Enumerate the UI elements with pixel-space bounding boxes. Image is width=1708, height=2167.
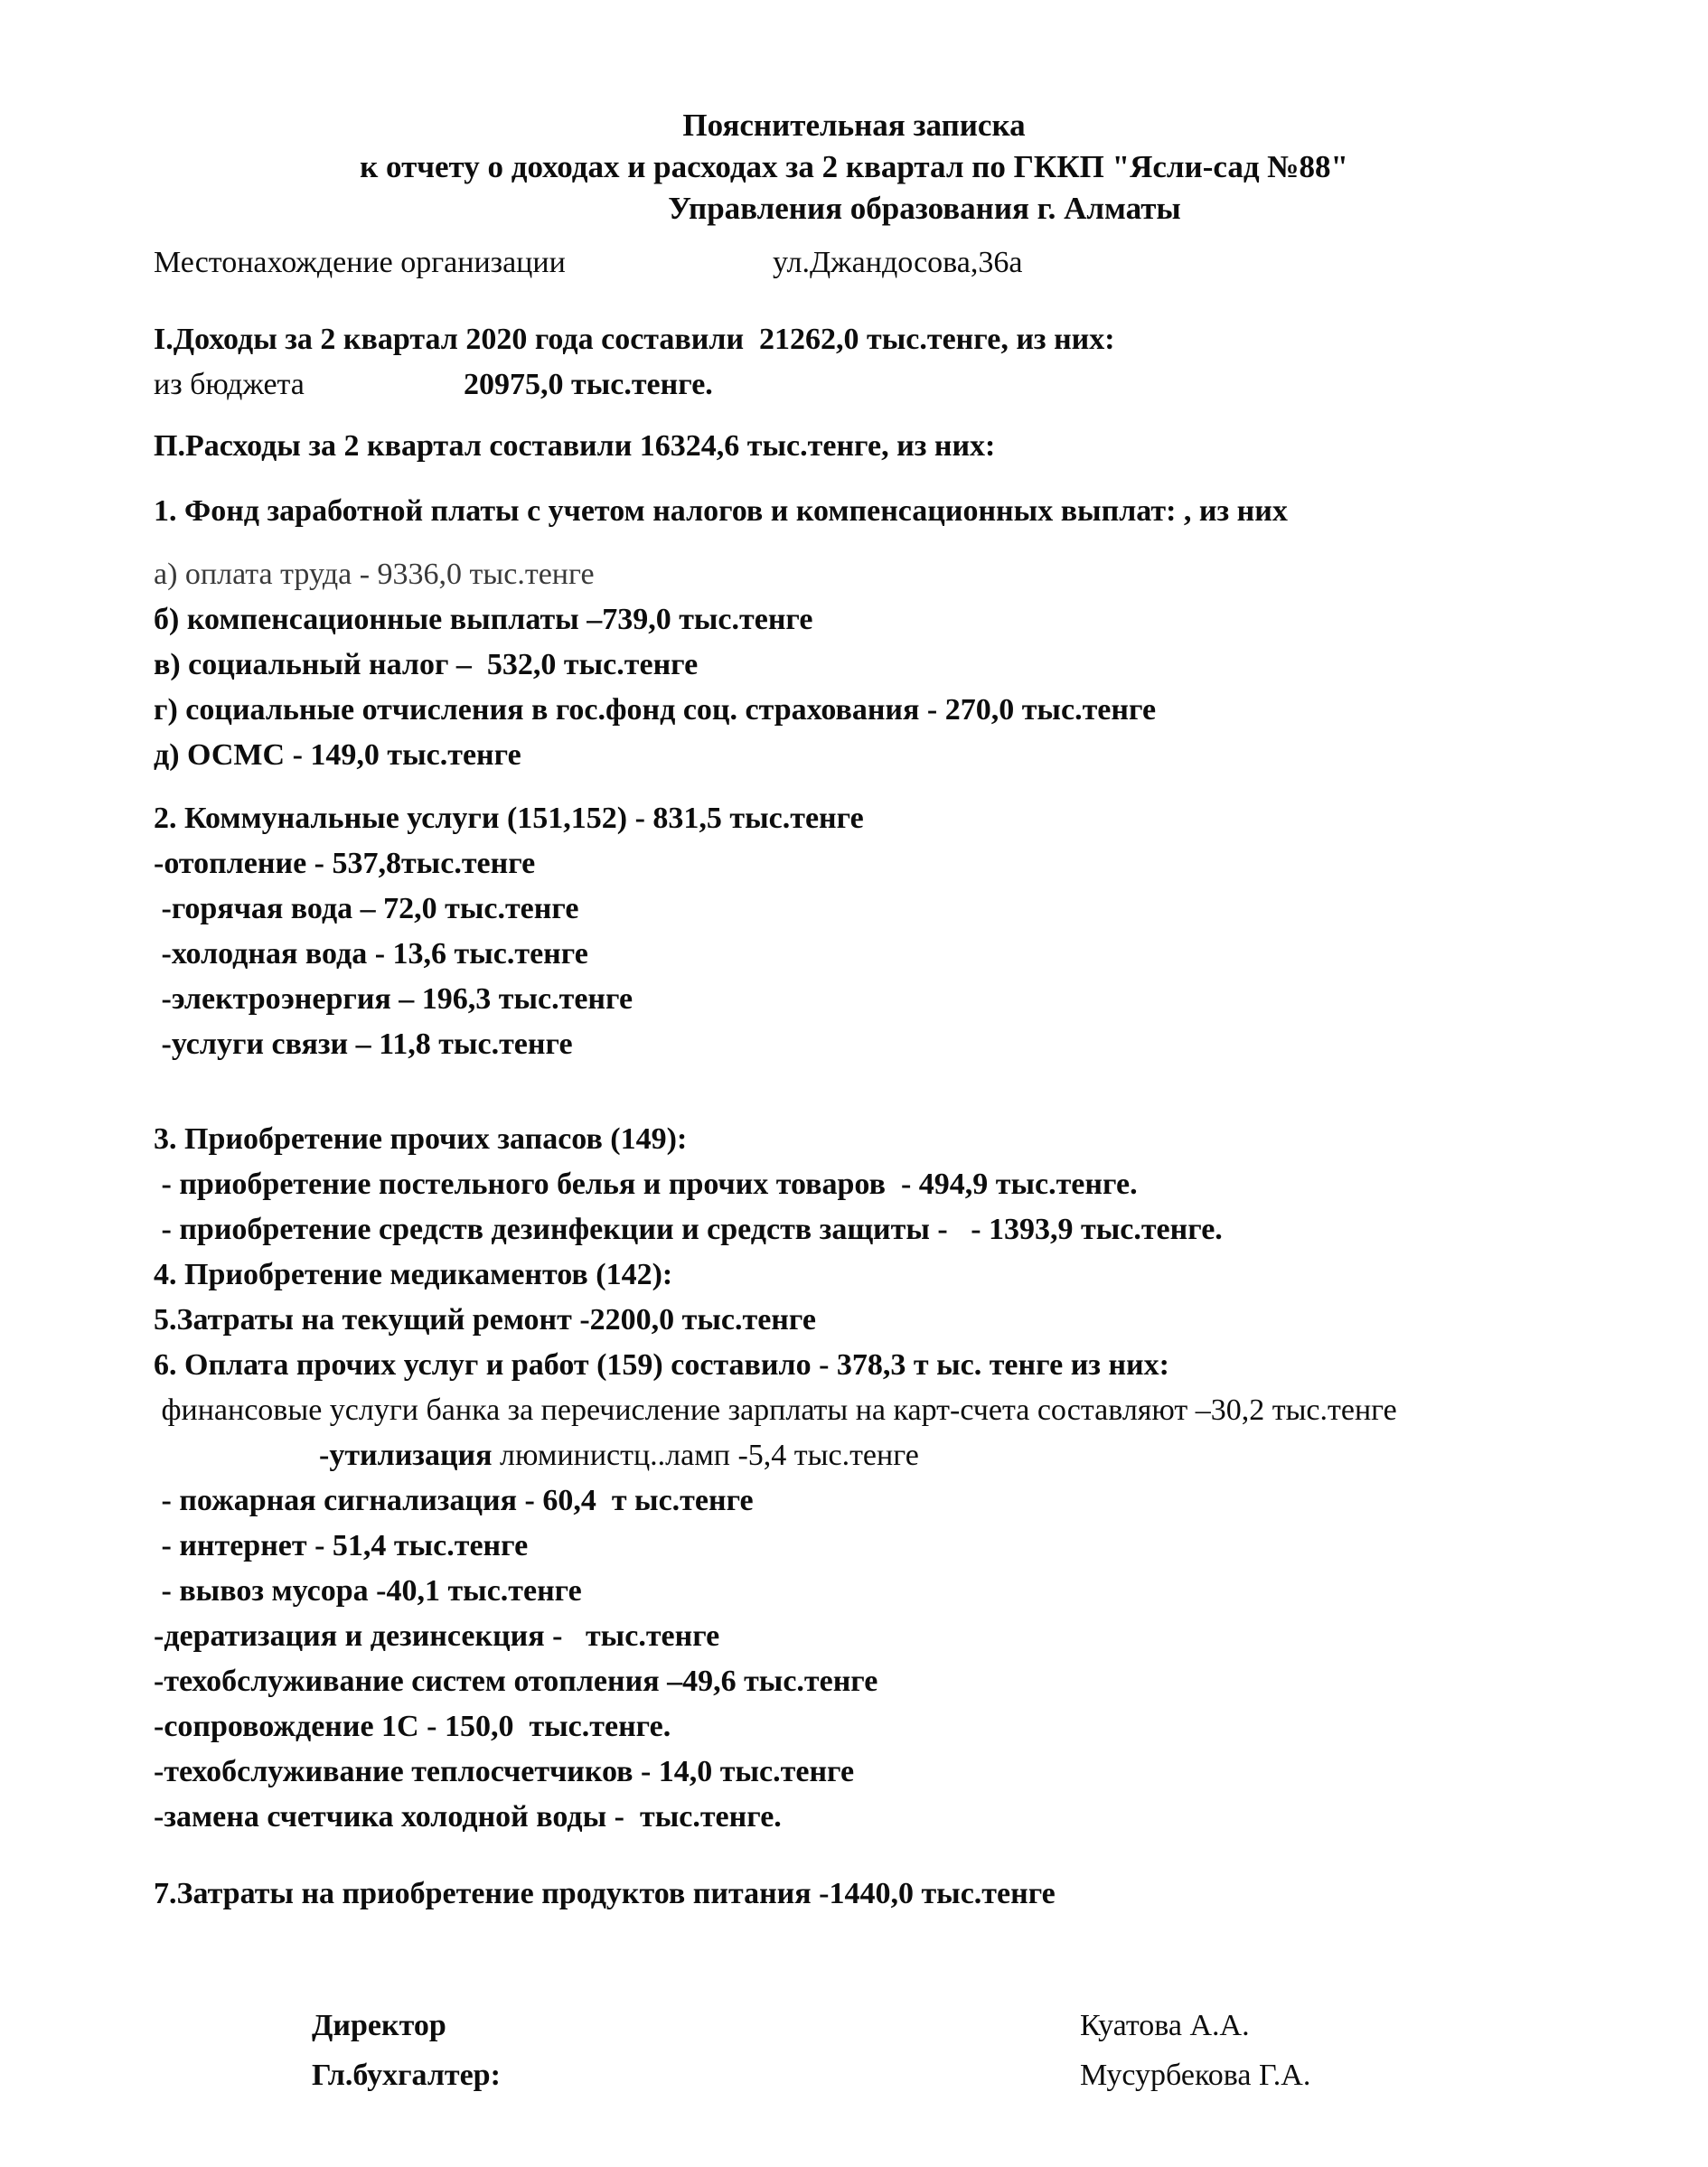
budget-value: 20975,0 тыс.тенге. (464, 368, 713, 401)
section-7-heading: 7.Затраты на приобретение продуктов питания -1440,0 тыс.тенге (154, 1877, 1056, 1910)
salary-item-d: д) ОСМС - 149,0 тыс.тенге (154, 738, 521, 772)
document-body (0, 240, 1708, 2100)
signature-role-accountant: Гл.бухгалтер: (312, 2059, 501, 2092)
budget-label: из бюджета (154, 368, 305, 401)
services-item-deratization: -дератизация и дезинсекция - тыс.тенге (154, 1619, 720, 1653)
services-item-heat-meters: -техобслуживание теплосчетчиков - 14,0 тыс.тенге (154, 1755, 855, 1788)
services-item-utilization (154, 1433, 1663, 1478)
utilities-item-heating: -отопление - 537,8тыс.тенге (154, 847, 536, 880)
expenses-heading: П.Расходы за 2 квартал составили 16324,6 тыс.тенге, из них: (154, 429, 996, 463)
services-item-meter-replacement: -замена счетчика холодной воды - тыс.тенге. (154, 1800, 782, 1834)
section-4-heading: 4. Приобретение медикаментов (142): (154, 1258, 673, 1291)
supplies-item-disinfection: - приобретение средств дезинфекции и средств защиты - - 1393,9 тыс.тенге. (154, 1213, 1223, 1246)
services-item-utilization-bold: -утилизация (319, 1439, 493, 1472)
services-item-utilization-rest: люминистц..ламп -5,4 тыс.тенге (492, 1439, 919, 1472)
utilities-item-cold-water: -холодная вода - 13,6 тыс.тенге (154, 937, 588, 971)
title-line-1: Пояснительная записка (682, 108, 1026, 143)
utilities-item-electricity: -электроэнергия – 196,3 тыс.тенге (154, 982, 633, 1016)
services-item-internet: - интернет - 51,4 тыс.тенге (154, 1529, 529, 1562)
income-heading: I.Доходы за 2 квартал 2020 года составили 21262,0 тыс.тенге, из них: (154, 323, 1115, 356)
services-item-garbage: - вывоз мусора -40,1 тыс.тенге (154, 1574, 582, 1608)
signature-role-director: Директор (312, 2009, 446, 2042)
salary-item-a: а) оплата труда - 9336,0 тыс.тенге (154, 558, 595, 591)
location-value: ул.Джандосова,36а (773, 246, 1023, 279)
signature-name-director: Куатова А.А. (1080, 2009, 1250, 2042)
location-row (154, 240, 1663, 286)
budget-row (154, 362, 1663, 408)
signature-name-accountant: Мусурбекова Г.А. (1080, 2059, 1311, 2092)
signature-row-accountant (312, 2050, 1663, 2100)
utilities-item-communication: -услуги связи – 11,8 тыс.тенге (154, 1027, 573, 1061)
services-item-1c-support: -сопровождение 1С - 150,0 тыс.тенге. (154, 1710, 671, 1743)
title-line-2: к отчету о доходах и расходах за 2 квартал по ГККП "Ясли-сад №88" (360, 149, 1348, 184)
salary-item-v: в) социальный налог – 532,0 тыс.тенге (154, 648, 699, 681)
services-item-bank: финансовые услуги банка за перечисление зарплаты на карт-счета составляют –30,2 тыс.тенге (154, 1393, 1397, 1427)
section-6-heading: 6. Оплата прочих услуг и работ (159) составило - 378,3 т ыс. тенге из них: (154, 1348, 1169, 1382)
signature-row-director (312, 2001, 1663, 2050)
section-1-heading: 1. Фонд заработной платы с учетом налогов и компенсационных выплат: , из них (154, 494, 1288, 528)
title-line-3: Управления образования г. Алматы (668, 191, 1181, 226)
salary-item-g: г) социальные отчисления в гос.фонд соц. страхования - 270,0 тыс.тенге (154, 693, 1157, 727)
services-item-heating-maintenance: -техобслуживание систем отопления –49,6 тыс.тенге (154, 1665, 878, 1698)
section-2-heading: 2. Коммунальные услуги (151,152) - 831,5 тыс.тенге (154, 802, 864, 835)
utilities-item-hot-water: -горячая вода – 72,0 тыс.тенге (154, 892, 579, 925)
location-label: Местонахождение организации (154, 246, 566, 279)
section-5-heading: 5.Затраты на текущий ремонт -2200,0 тыс.тенге (154, 1303, 816, 1337)
section-3-heading: 3. Приобретение прочих запасов (149): (154, 1122, 688, 1156)
signature-block (154, 2001, 1663, 2100)
supplies-item-linen: - приобретение постельного белья и прочих товаров - 494,9 тыс.тенге. (154, 1168, 1138, 1201)
document-title-block (0, 0, 1708, 230)
salary-item-b: б) компенсационные выплаты –739,0 тыс.тенге (154, 603, 813, 636)
services-item-fire-alarm: - пожарная сигнализация - 60,4 т ыс.тенге (154, 1484, 754, 1517)
